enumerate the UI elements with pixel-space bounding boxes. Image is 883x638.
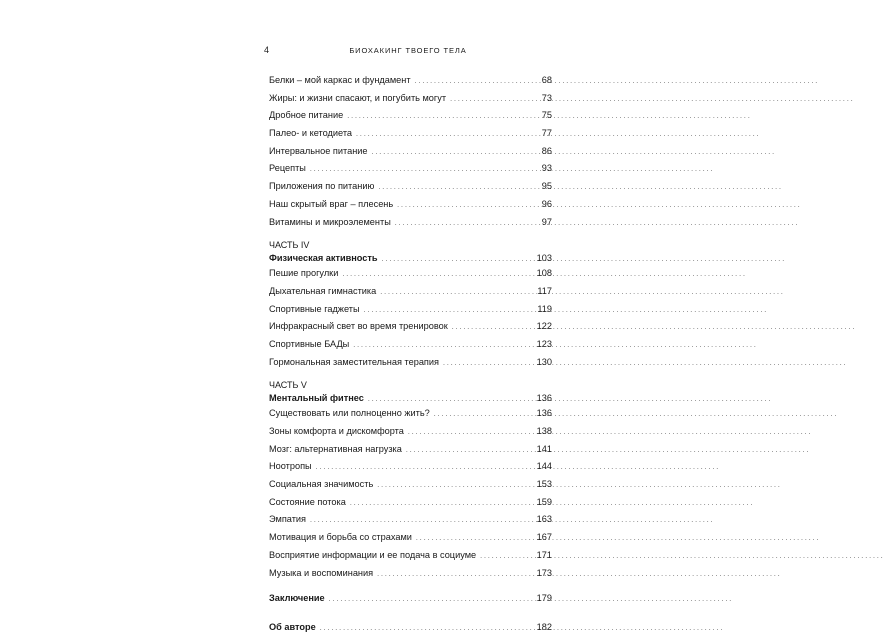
toc-entry-page: 86 [541, 145, 552, 156]
toc-entry[interactable] [269, 301, 552, 319]
toc-entry-page: 171 [536, 549, 552, 560]
toc-entry-page: 108 [536, 268, 552, 279]
toc-entry[interactable] [269, 336, 552, 354]
dot-leader [395, 215, 534, 233]
toc-entry[interactable] [269, 196, 552, 214]
toc-entry-title: Спортивные БАДы [269, 338, 350, 349]
spacer [269, 582, 552, 590]
toc-entry-title: Состояние потока [269, 496, 346, 507]
dot-leader [356, 126, 534, 144]
toc-entry-title: Наш скрытый враг – плесень [269, 198, 394, 209]
toc-entry-title: Об авторе [269, 621, 316, 632]
toc-entry-page: 136 [536, 393, 552, 404]
toc-entry[interactable] [269, 160, 552, 178]
toc-entry[interactable] [269, 283, 552, 301]
toc-entry-title: Мотивация и борьба со страхами [269, 532, 412, 543]
toc-entry[interactable] [269, 511, 552, 529]
toc-entry-page: 96 [541, 198, 552, 209]
toc-entry-page: 153 [536, 479, 552, 490]
table-of-contents [269, 72, 552, 637]
dot-leader [310, 161, 534, 179]
toc-entry[interactable] [269, 90, 552, 108]
dot-leader [377, 477, 532, 495]
toc-entry-page: 138 [536, 426, 552, 436]
page-number: 4 [264, 45, 270, 55]
toc-entry[interactable] [269, 405, 552, 423]
toc-entry[interactable] [269, 547, 552, 565]
toc-entry-title: Инфракрасный свет во время тренировок [269, 321, 448, 332]
toc-entry[interactable] [269, 318, 552, 336]
toc-entry-page: 130 [536, 356, 552, 367]
toc-entry-title: Витамины и микроэлементы [269, 216, 391, 227]
dot-leader [353, 337, 532, 355]
dot-leader [382, 253, 533, 266]
dot-leader [480, 548, 533, 566]
toc-entry-title: Пешие прогулки [269, 268, 339, 279]
toc-entry-page: 159 [536, 496, 552, 507]
dot-leader [372, 144, 534, 162]
dot-leader [310, 512, 533, 530]
toc-entry-conclusion[interactable] [269, 590, 552, 608]
toc-entry-title: Эмпатия [269, 514, 307, 525]
dot-leader [364, 302, 534, 320]
toc-entry[interactable] [269, 423, 552, 441]
toc-entry-page: 182 [536, 621, 552, 632]
toc-entry-page: 123 [536, 338, 552, 349]
toc-entry[interactable] [269, 529, 552, 547]
toc-entry-title: Рецепты [269, 163, 306, 174]
dot-leader [378, 179, 534, 197]
toc-entry-title: Восприятие информации и ее подача в социуме [269, 549, 477, 560]
part-4-label: ЧАСТЬ IV [269, 240, 310, 251]
toc-entry[interactable] [269, 354, 552, 372]
toc-entry[interactable] [269, 265, 552, 283]
spacer [269, 608, 552, 619]
toc-entry-title: Музыка и воспоминания [269, 567, 374, 578]
toc-entry[interactable] [269, 107, 552, 125]
toc-entry-page: 136 [536, 408, 552, 419]
part-5-title-entry[interactable] [269, 392, 552, 405]
dot-leader [415, 73, 534, 91]
toc-entry[interactable] [269, 494, 552, 512]
toc-entry-title: Физическая активность [269, 253, 378, 264]
toc-entry[interactable] [269, 441, 552, 459]
toc-entry[interactable] [269, 565, 552, 583]
dot-leader [347, 108, 534, 126]
toc-entry-page: 179 [536, 593, 552, 604]
toc-entry-page: 73 [541, 92, 552, 103]
part-5-label: ЧАСТЬ V [269, 380, 307, 391]
toc-entry-title: Приложения по питанию [269, 181, 375, 192]
toc-entry-page: 122 [536, 321, 552, 332]
toc-entry-title: Дробное питание [269, 110, 344, 121]
dot-leader [320, 620, 533, 638]
toc-entry-title: Интервальное питание [269, 145, 368, 156]
toc-entry-title: Жиры: и жизни спасают, и погубить могут [269, 92, 447, 103]
toc-entry-title: Спортивные гаджеты [269, 303, 360, 314]
toc-entry[interactable] [269, 214, 552, 232]
dot-leader [380, 284, 533, 302]
toc-entry-page: 68 [541, 75, 552, 85]
toc-entry-title: Существовать или полноценно жить? [269, 408, 430, 419]
toc-entry-about-author[interactable] [269, 619, 552, 637]
toc-entry-page: 173 [536, 567, 552, 578]
toc-entry[interactable] [269, 476, 552, 494]
toc-entry-page: 103 [536, 253, 552, 264]
toc-entry-title: Социальная значимость [269, 479, 374, 490]
toc-entry[interactable] [269, 125, 552, 143]
dot-leader [329, 591, 533, 609]
toc-entry-page: 141 [536, 443, 552, 454]
toc-entry-page: 97 [541, 216, 552, 227]
toc-entry-page: 163 [536, 514, 552, 525]
running-title: БИОХАКИНГ ТВОЕГО ТЕЛА [349, 46, 467, 55]
toc-entry[interactable] [269, 178, 552, 196]
toc-entry-page: 75 [541, 110, 552, 121]
page-header [264, 45, 552, 59]
toc-entry-title: Мозг: альтернативная нагрузка [269, 443, 402, 454]
toc-entry-page: 77 [541, 128, 552, 139]
dot-leader [350, 495, 533, 513]
toc-entry-title: Белки – мой каркас и фундамент [269, 75, 411, 85]
toc-entry[interactable] [269, 72, 552, 90]
toc-entry-title: Дыхательная гимнастика [269, 285, 377, 296]
toc-entry-page: 144 [536, 461, 552, 472]
toc-entry-title: Палео- и кетодиета [269, 128, 353, 139]
dot-leader [342, 266, 532, 284]
toc-entry-page: 95 [541, 181, 552, 192]
dot-leader [452, 319, 533, 337]
dot-leader [316, 459, 533, 477]
toc-entry-title: Ноотропы [269, 461, 312, 472]
dot-leader [408, 424, 533, 442]
toc-entry-title: Ментальный фитнес [269, 393, 364, 404]
toc-entry-page: 167 [536, 532, 552, 543]
toc-entry-title: Зоны комфорта и дискомфорта [269, 426, 404, 436]
part-4-title-entry[interactable] [269, 252, 552, 265]
dot-leader [406, 442, 533, 460]
toc-entry-page: 93 [541, 163, 552, 174]
toc-entry[interactable] [269, 458, 552, 476]
toc-entry[interactable] [269, 143, 552, 161]
toc-entry-title: Заключение [269, 593, 325, 604]
dot-leader [443, 355, 533, 373]
dot-leader [416, 530, 533, 548]
dot-leader [434, 406, 533, 424]
dot-leader [397, 197, 534, 215]
dot-leader [450, 91, 534, 109]
dot-leader [377, 566, 533, 584]
toc-entry-page: 117 [537, 285, 552, 296]
toc-entry-page: 119 [537, 303, 552, 314]
toc-entry-title: Гормональная заместительная терапия [269, 356, 440, 367]
